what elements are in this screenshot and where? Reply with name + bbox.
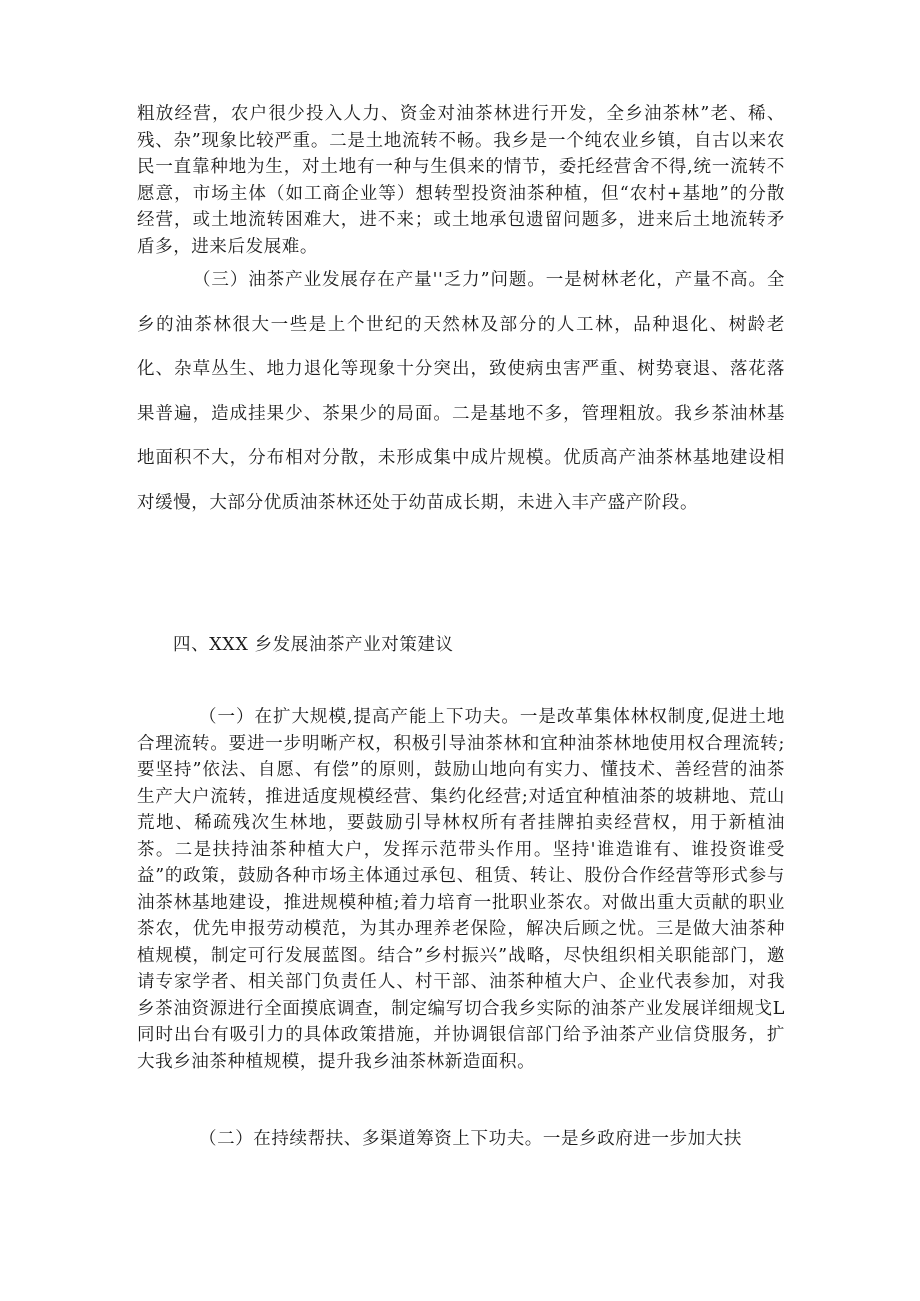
paragraph-continuous-support: （二）在持续帮扶、多渠道筹资上下功夫。一是乡政府进一步加大扶 (199, 1129, 742, 1149)
paragraph-expand-scale: （一）在扩大规模,提高产能上下功夫。一是改革集体林权制度,促进土地合理流转。要进一步明晰产权，积极引导油茶林和宜种油茶林地使用权合理流转;要坚持”依法、自愿、有偿”的原则，鼓励山地向有实力、懂技术、善经营的油茶生产大户流转，推进适度规模经营、集约化经营;对适宜种植油茶的坡耕地、荒山荒地、稀疏残次生林地，要鼓励引导林权所有者挂牌拍卖经营权，用于新植油茶。二是扶持油茶种植大户，发挥示范带头作用。坚持'谁造谁有、谁投资谁受益”的政策，鼓励各种市场主体通过承包、租赁、转让、股份合作经营等形式参与油茶林基地建设，推进规模种植;着力培育一批职业茶农。对做出重大贡献的职业茶农，优先申报劳动模范，为其办理养老保险，解决后顾之忧。三是做大油茶种植规模，制定可行发展蓝图。结合”乡村振兴”战略，尽快组织相关职能部门，邀请专家学者、相关部门负责任人、村干部、油茶种植大户、企业代表参加，对我乡茶油资源进行全面摸底调查，制定编写切合我乡实际的油茶产业发展详细规戈L同时出台有吸引力的具体政策措施，并协调银信部门给予油茶产业信贷服务，扩大我乡油茶种植规模，提升我乡油茶林新造面积。 (137, 707, 785, 1072)
paragraph-land-transfer: 粗放经营，农户很少投入人力、资金对油茶林进行开发，全乡油茶林”老、稀、残、杂”现象比较严重。二是土地流转不畅。我乡是一个纯农业乡镇，自古以来农民一直靠种地为生，对土地有一种与生俱来的情节，委托经营舍不得,统一流转不愿意，市场主体（如工商企业等）想转型投资油茶种植，但“农村+基地”的分散经营，或土地流转困难大，进不来；或土地承包遗留问题多，进来后土地流转矛盾多，进来后发展难。 (137, 104, 785, 257)
paragraph-section-3-output: （三）油茶产业发展存在产量''乏力”问题。一是树林老化，产量不高。全乡的油茶林很大一些是上个世纪的天然林及部分的人工林，品种退化、树龄老化、杂草丛生、地力退化等现象十分突出，致使病虫害严重、树势衰退、落花落果普遍，造成挂果少、茶果少的局面。二是基地不多，管理粗放。我乡茶油林基地面积不大，分布相对分散，未形成集中成片规模。优质高产油茶林基地建设相对缓慢，大部分优质油茶林还处于幼苗成长期，未进入丰产盛产阶段。 (137, 270, 785, 513)
section-heading-4: 四、XXX 乡发展油茶产业对策建议 (173, 635, 454, 655)
